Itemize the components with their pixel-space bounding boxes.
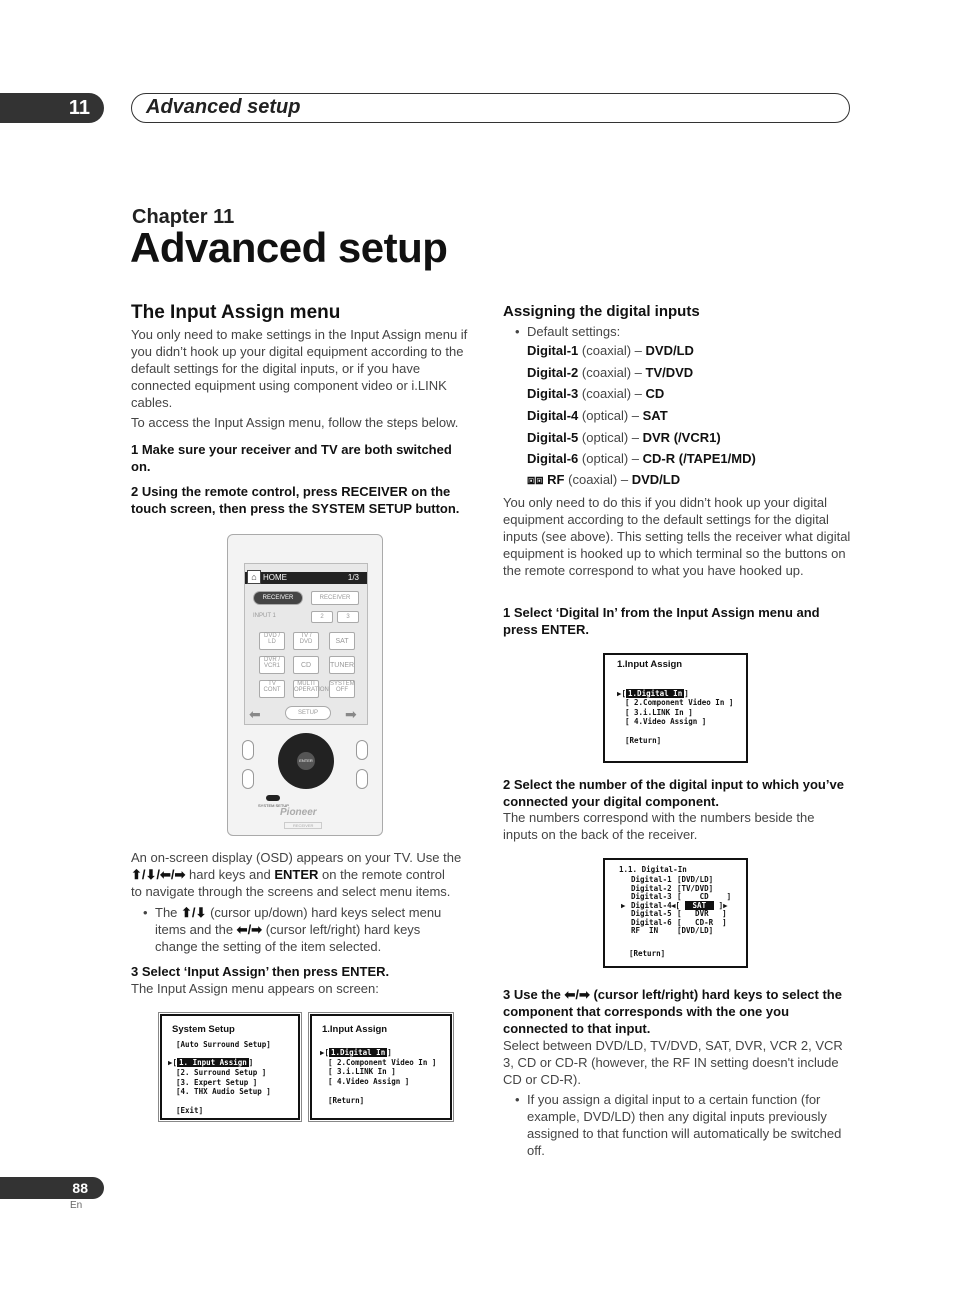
arrow-right-icon[interactable]: ➡ [345, 706, 357, 722]
volume-up-button[interactable] [242, 740, 254, 760]
remote-touch-screen [244, 563, 368, 725]
intro-paragraph: You only need to make settings in the Input Assign menu if you didn’t hook up your digital equipment according to the default settings for the digital inputs, or if you have connected equipment using component video or i.LINK cables. [131, 327, 468, 410]
osd-line: [4. THX Audio Setup ] [176, 1087, 271, 1096]
tv-cont-button[interactable]: TV CONT [259, 680, 285, 698]
step3-arrow-icons: ⬅/➡ [564, 987, 590, 1002]
osd-digital-key: Digital-3 [631, 892, 672, 901]
model-label: RECEIVER [284, 822, 322, 829]
osd-line: [Auto Surround Setup] [176, 1040, 271, 1049]
digital-default-row [527, 386, 664, 401]
osd-line: [Return] [625, 736, 662, 745]
bullet-text-d: (cursor left/right) hard keys [265, 922, 421, 937]
osd-cursor-icon: ▶ [621, 900, 626, 910]
step3-text-b: (cursor left/right) hard keys to select the component that corresponds with the one you connected to that input. [503, 987, 842, 1036]
input-3-button[interactable]: 3 [337, 611, 359, 623]
system-setup-label: SYSTEM SETUP [258, 803, 289, 808]
osd-input-assign-left [310, 1014, 452, 1120]
osd-selected-line: ▶[ 1. Input Assign ] [168, 1058, 254, 1067]
osd-digital-in [603, 858, 748, 968]
step3-text-a: 3 Use the [503, 987, 561, 1002]
osd-line: [ 4.Video Assign ] [625, 717, 707, 726]
digital-input-default: DVR [642, 430, 671, 445]
section-heading-input-assign: The Input Assign menu [131, 302, 341, 323]
digital-input-default: SAT [642, 408, 668, 423]
digital-input-type: (coaxial) – [581, 365, 642, 380]
osd-title: 1.Input Assign [322, 1024, 388, 1035]
page-title: Advanced setup [130, 224, 448, 271]
digital-default-row [527, 408, 668, 423]
home-bar [245, 572, 367, 584]
channel-up-button[interactable] [356, 740, 368, 760]
home-label: HOME [263, 573, 287, 582]
osd-title: 1.Input Assign [617, 659, 683, 670]
osd-digital-value: ◀[ SAT ]▶ [671, 900, 728, 910]
osd-line: [3. Expert Setup ] [176, 1078, 258, 1087]
bullet-text-b: (cursor up/down) hard keys select menu [210, 905, 442, 920]
digital-default-row [527, 451, 756, 466]
digital-input-name: Digital-4 [527, 408, 579, 423]
bullet-text-c: items and the [155, 922, 234, 937]
language-label: En [70, 1200, 83, 1211]
enter-key-name: ENTER [274, 867, 319, 882]
chapter-label: Chapter 11 [132, 206, 235, 228]
step-2-left: 2 Using the remote control, press RECEIVER on the touch screen, then press the SYSTEM SETUP button. [131, 484, 460, 516]
osd-digital-value: [TV/DVD] [677, 883, 714, 893]
receiver-button[interactable]: RECEIVER [253, 591, 303, 605]
digital-input-extra: (/TAPE1/MD) [678, 451, 756, 466]
remote-control-illustration [227, 534, 383, 836]
dvr-vcr1-button[interactable]: DVR / VCR1 [259, 656, 285, 674]
multi-operation-button[interactable]: MULTI OPERATION [293, 680, 319, 698]
pioneer-logo: Pioneer [280, 807, 317, 818]
osd-line: [2. Surround Setup ] [176, 1068, 267, 1077]
digital-input-type: (optical) – [581, 451, 639, 466]
section-heading-digital-inputs: Assigning the digital inputs [503, 303, 700, 320]
digital-input-type: (optical) – [581, 430, 639, 445]
osd-line: [ 2.Component Video In ] [328, 1058, 437, 1067]
digital-paragraph: You only need to do this if you didn’t hook up your digital equipment according to the default settings for the digital inputs (see above). This setting tells the receiver what digital equipment is hooked up to which terminal so the buttons on the remote correspond to what you have hooked up. [503, 495, 851, 578]
system-setup-button[interactable] [266, 795, 280, 801]
osd-paragraph-line3: to navigate through the screens and select menu items. [131, 884, 451, 899]
osd-digital-value: [DVD/LD] [677, 926, 714, 935]
digital-input-default: DVD/LD [631, 472, 681, 487]
osd-digital-value: [ CD ] [677, 892, 732, 901]
page-number: 88 [0, 1177, 104, 1199]
digital-input-extra: (/VCR1) [673, 430, 721, 445]
input-1-label[interactable]: INPUT 1 [253, 613, 276, 619]
step-3-right [503, 986, 853, 1037]
osd-paragraph-line2 [131, 866, 481, 883]
updown-icons: ⬆/⬇ [181, 905, 207, 920]
osd-title: System Setup [172, 1024, 235, 1035]
osd-line: [Return] [328, 1096, 365, 1105]
osd-digital-value: [ DVR ] [677, 909, 727, 918]
setup-button[interactable]: SETUP [285, 706, 331, 720]
digital-default-row [527, 365, 693, 380]
osd-appears-paragraph: The Input Assign menu appears on screen: [131, 981, 379, 996]
bullet-text-a: The [155, 905, 178, 920]
chapter-number-badge: 11 [0, 93, 104, 123]
osd-input-assign-right [603, 653, 748, 763]
osd-line: [Exit] [176, 1106, 204, 1115]
assign-note-bullet: • If you assign a digital input to a certain function (for example, DVD/LD) then any digital inputs previously assigned to that function will automatically be switched off. [527, 1091, 849, 1159]
cursor-keys-icons: ⬆/⬇/⬅/➡ [131, 867, 186, 882]
digital-input-default: CD-R [642, 451, 676, 466]
osd-digital-value: [ CD-R ] [677, 917, 727, 927]
sat-button[interactable]: SAT [329, 632, 355, 650]
numbers-paragraph: The numbers correspond with the numbers beside the inputs on the back of the receiver. [503, 810, 815, 842]
step-2-right: 2 Select the number of the digital input to which you’ve connected your digital component. [503, 777, 844, 809]
osd-digital-value: [DVD/LD] [677, 875, 714, 884]
osd-text-b: hard keys and [189, 867, 271, 882]
tuner-button[interactable]: TUNER [329, 656, 355, 674]
digital-input-type: (coaxial) – [581, 343, 642, 358]
channel-down-button[interactable] [356, 769, 368, 789]
header-title: Advanced setup [131, 93, 850, 123]
default-settings-bullet: • Default settings: [527, 323, 620, 340]
bullet-text-e: change the setting of the item selected. [155, 939, 382, 954]
enter-button[interactable]: ENTER [297, 752, 315, 770]
digital-input-default: CD [645, 386, 665, 401]
osd-digital-key: Digital-4 [631, 900, 672, 910]
select-between-paragraph: Select between DVD/LD, TV/DVD, SAT, DVR, VCR 2, VCR 3, CD or CD-R (however, the RF IN setting doesn't include CD or CD-R). [503, 1038, 843, 1087]
system-off-button[interactable]: SYSTEM OFF [329, 680, 355, 698]
home-icon[interactable]: ⌂ [247, 570, 261, 584]
digital-input-default: DVD/LD [645, 343, 694, 358]
digital-default-row [527, 430, 721, 445]
digital-input-name: RF [547, 472, 565, 487]
receiver2-button[interactable]: RECEIVER [311, 591, 359, 605]
osd-text-c: on the remote control [322, 867, 445, 882]
dolby-icon: ⧈⧈ [527, 472, 544, 487]
digital-input-type: (coaxial) – [568, 472, 629, 487]
digital-input-type: (coaxial) – [581, 386, 642, 401]
osd-digital-key: Digital-1 [631, 875, 672, 884]
osd-line: [ 3.i.LINK In ] [328, 1067, 396, 1076]
osd-digital-key: Digital-6 [631, 917, 672, 927]
osd-selected-line: ▶[ 1.Digital In ] [617, 689, 689, 698]
dvd-ld-button[interactable]: DVD / LD [259, 632, 285, 650]
osd-digital-key: Digital-2 [631, 883, 672, 893]
osd-return: [Return] [629, 949, 666, 958]
digital-input-type: (optical) – [581, 408, 639, 423]
osd-line: [ 4.Video Assign ] [328, 1077, 410, 1086]
osd-system-setup [160, 1014, 300, 1120]
osd-selected-line: ▶[ 1.Digital In ] [320, 1048, 392, 1057]
digital-input-name: Digital-2 [527, 365, 579, 380]
digital-input-name: Digital-6 [527, 451, 579, 466]
osd-paragraph-line1: An on-screen display (OSD) appears on your TV. Use the [131, 850, 462, 865]
leftright-icons: ⬅/➡ [236, 922, 263, 937]
osd-line: [ 2.Component Video In ] [625, 698, 734, 707]
arrow-left-icon[interactable]: ⬅ [249, 706, 261, 722]
digital-default-row [527, 472, 680, 488]
digital-input-name: Digital-5 [527, 430, 579, 445]
osd-digital-key: RF IN [631, 926, 659, 935]
digital-default-row [527, 343, 694, 358]
step-1-right: 1 Select ‘Digital In’ from the Input Assign menu and press ENTER. [503, 605, 820, 637]
osd-title: 1.1. Digital-In [619, 865, 687, 874]
access-paragraph: To access the Input Assign menu, follow the steps below. [131, 415, 459, 430]
digital-input-name: Digital-1 [527, 343, 579, 358]
navigation-pad[interactable] [278, 733, 334, 789]
cursor-bullet [155, 904, 475, 955]
step-1-left: 1 Make sure your receiver and TV are both switched on. [131, 442, 452, 474]
page-indicator: 1/3 [347, 573, 359, 582]
tv-dvd-button[interactable]: TV / DVD [293, 632, 319, 650]
osd-digital-key: Digital-5 [631, 909, 672, 918]
step-3-left: 3 Select ‘Input Assign’ then press ENTER. [131, 964, 390, 979]
digital-input-default: TV/DVD [645, 365, 694, 380]
cd-button[interactable]: CD [293, 656, 319, 674]
input-2-button[interactable]: 2 [311, 611, 333, 623]
digital-input-name: Digital-3 [527, 386, 579, 401]
osd-line: [ 3.i.LINK In ] [625, 708, 693, 717]
volume-down-button[interactable] [242, 769, 254, 789]
